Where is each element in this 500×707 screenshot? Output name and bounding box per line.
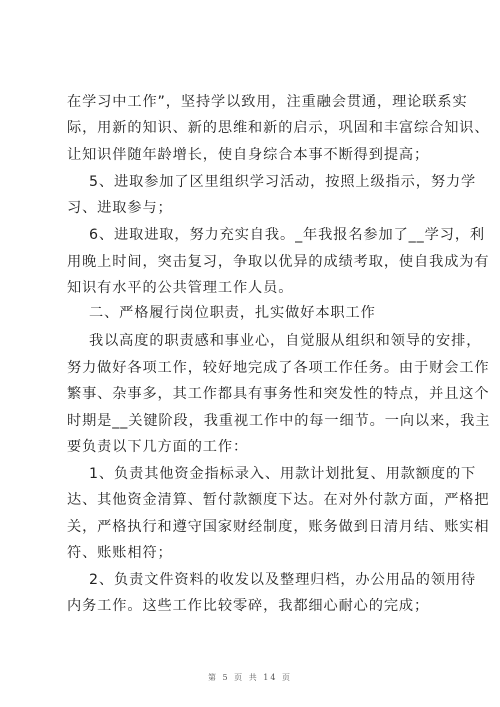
text-line: 要负责以下几方面的工作： [67, 439, 249, 455]
text-line: 1、负责其他资金指标录入、用款计划批复、用款额度的下 [89, 466, 477, 482]
text-line: 知识有水平的公共管理工作人员。 [67, 280, 294, 296]
page-number-footer: 第 5 页 共 14 页 [208, 673, 292, 682]
text-line: 习、进取参与； [67, 200, 173, 216]
text-line: 在学习中工作”，坚持学以致用，注重融会贯通，理论联系实 [67, 94, 468, 110]
text-line: 让知识伴随年龄增长，使自身综合本事不断得到提高； [67, 147, 430, 163]
text-line: 用晚上时间，突击复习，争取以优异的成绩考取，使自我成为有 [67, 254, 490, 270]
text-line: 符、账账相符； [67, 545, 173, 561]
text-line: 6、进取进取，努力充实自我。_年我报名参加了__学习，利 [89, 227, 486, 243]
section-heading: 二、严格履行岗位职责，扎实做好本职工作 [89, 305, 376, 321]
text-line: 时期是__关键阶段，我重视工作中的每一细节。一向以来，我主 [67, 413, 491, 429]
text-line: 我以高度的职责感和事业心，自觉服从组织和领导的安排， [89, 333, 482, 349]
text-line: 2、负责文件资料的收发以及整理归档，办公用品的领用待 [89, 572, 477, 588]
text-line: 关，严格执行和遵守国家财经制度，账务做到日清月结、账实相 [67, 519, 490, 535]
text-line: 努力做好各项工作，较好地完成了各项工作任务。由于财会工作 [67, 360, 490, 376]
text-line: 繁事、杂事多，其工作都具有事务性和突发性的特点，并且这个 [67, 386, 490, 402]
text-line: 内务工作。这些工作比较零碎，我都细心耐心的完成； [67, 598, 430, 614]
text-line: 际，用新的知识、新的思维和新的启示，巩固和丰富综合知识、 [67, 120, 490, 136]
text-line: 达、其他资金清算、暂付款额度下达。在对外付款方面，严格把 [67, 492, 490, 508]
text-line: 5、进取参加了区里组织学习活动，按照上级指示，努力学 [89, 174, 477, 190]
